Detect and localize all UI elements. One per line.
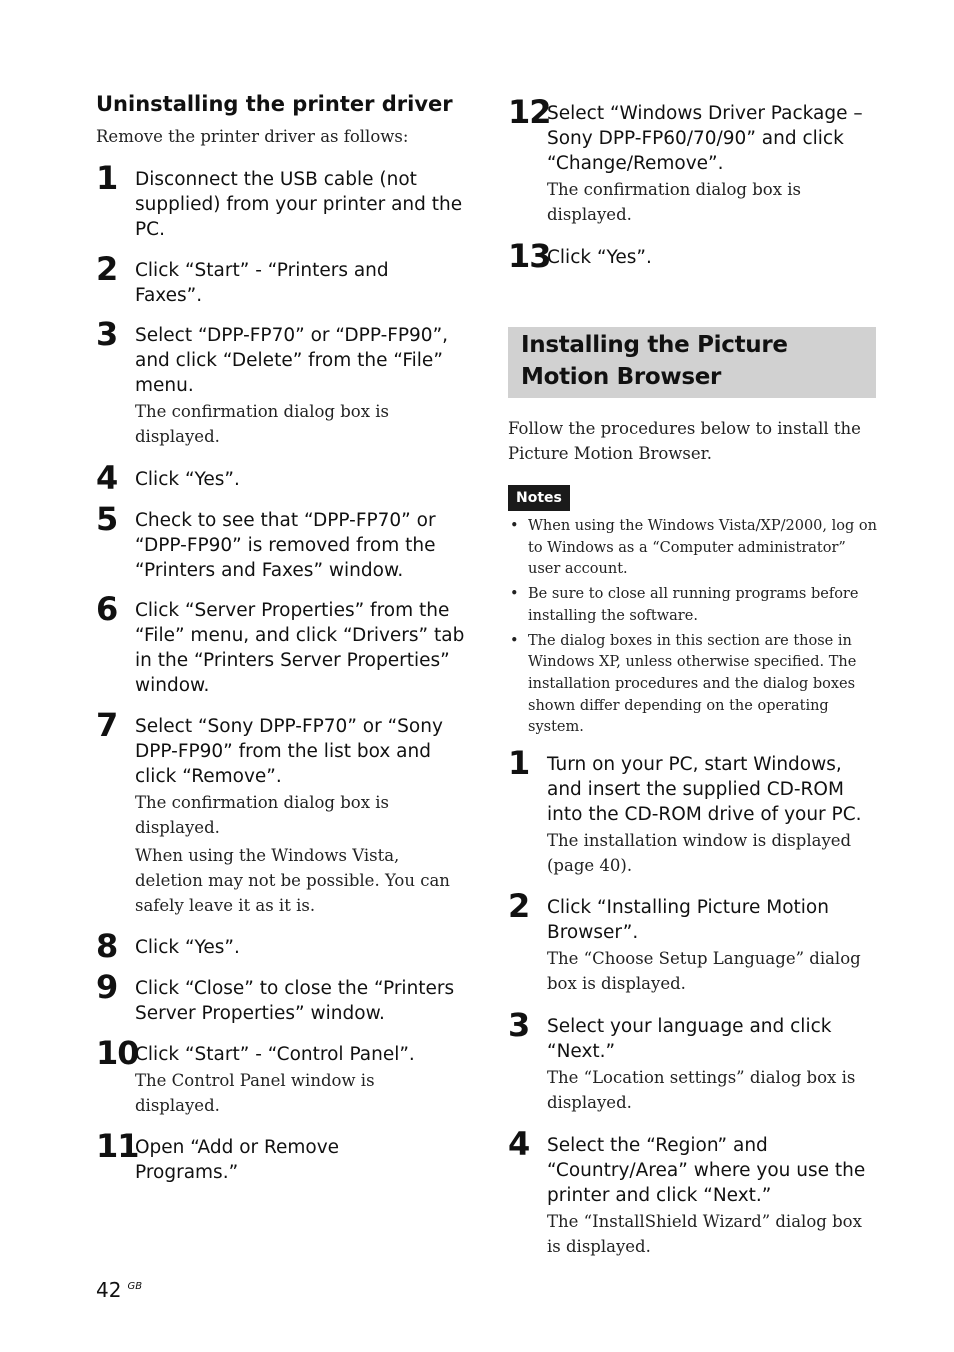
step-number: 5 [96, 500, 118, 538]
step-instruction: Click “Installing Picture Motion Browser”. [547, 897, 829, 943]
step-number: 12 [508, 93, 551, 131]
step-number: 1 [96, 159, 118, 197]
step-number: 9 [96, 968, 118, 1006]
region-code: GB [127, 1281, 143, 1292]
note-item: • Be sure to close all running programs before installing the software. [510, 586, 859, 624]
step-instruction: Turn on your PC, start Windows, and insert the supplied CD-ROM into the CD-ROM drive of your PC. [547, 754, 862, 825]
step-note: The confirmation dialog box is displayed. [547, 180, 802, 224]
step-instruction: Select “Windows Driver Package – Sony DPP-FP60/70/90” and click “Change/Remove”. [547, 103, 863, 174]
notes-label: Notes [508, 485, 570, 511]
step-instruction: Click “Close” to close the “Printers Server Properties” window. [135, 978, 455, 1024]
step-instruction: Click “Start” - “Control Panel”. [135, 1044, 415, 1065]
step-number: 2 [96, 250, 118, 288]
step-number: 6 [96, 590, 118, 628]
step-number: 13 [508, 237, 551, 275]
step-note: The “InstallShield Wizard” dialog box is displayed. [547, 1212, 862, 1256]
step-instruction: Click “Server Properties” from the “File” menu, and click “Drivers” tab in the “Printers Server Properties” window. [135, 600, 465, 696]
step-number: 4 [96, 459, 118, 497]
step-number: 1 [508, 744, 530, 782]
bullet-icon: • [510, 518, 519, 534]
step-instruction: Click “Start” - “Printers and Faxes”. [135, 260, 389, 306]
step-number: 10 [96, 1034, 139, 1072]
step-number: 2 [508, 887, 530, 925]
step-instruction: Disconnect the USB cable (not supplied) from your printer and the PC. [135, 169, 463, 240]
step-instruction: Select “DPP-FP70” or “DPP-FP90”, and click “Delete” from the “File” menu. [135, 325, 449, 396]
step-note: The “Location settings” dialog box is displayed. [547, 1068, 856, 1112]
step-note: The installation window is displayed (page 40). [547, 831, 852, 875]
note-item: • When using the Windows Vista/XP/2000, log on to Windows as a “Computer administrator” user account. [510, 518, 877, 578]
step-number: 8 [96, 927, 118, 965]
step-number: 3 [96, 315, 118, 353]
step-note: The confirmation dialog box is displayed. [135, 793, 390, 837]
step-instruction: Check to see that “DPP-FP70” or “DPP-FP90” is removed from the “Printers and Faxes” window. [135, 510, 436, 581]
step-note: The Control Panel window is displayed. [135, 1071, 375, 1115]
page-number: 42 $^{GB}$ [96, 1278, 143, 1302]
step-instruction: Open “Add or Remove Programs.” [135, 1137, 340, 1183]
step-number: 3 [508, 1006, 530, 1044]
step-note: The confirmation dialog box is displayed. [135, 402, 390, 446]
step-instruction: Click “Yes”. [135, 469, 240, 490]
step-instruction: Select the “Region” and “Country/Area” where you use the printer and click “Next.” [547, 1135, 866, 1206]
section-heading: Installing the Picture Motion Browser [521, 332, 788, 390]
step-instruction: Select your language and click “Next.” [547, 1016, 832, 1062]
bullet-icon: • [510, 632, 519, 649]
left-intro: Remove the printer driver as follows: [96, 127, 409, 146]
note-item: • The dialog boxes in this section are those in Windows XP, unless otherwise specified. The installation procedures and the dialog boxes shown differ depending on the operating system. [510, 632, 857, 736]
step-instruction: Select “Sony DPP-FP70” or “Sony DPP-FP90” from the list box and click “Remove”. [135, 716, 443, 787]
notes-list [508, 516, 878, 742]
right-intro: Follow the procedures below to install the Picture Motion Browser. [508, 419, 861, 463]
step-note: When using the Windows Vista, deletion may not be possible. You can safely leave it as it is. [135, 846, 450, 915]
step-instruction: Click “Yes”. [547, 247, 652, 268]
section-title: Uninstalling the printer driver [96, 92, 453, 116]
section-heading-box [508, 327, 876, 398]
bullet-icon: • [510, 586, 519, 603]
step-instruction: Click “Yes”. [135, 937, 240, 958]
step-number: 7 [96, 706, 118, 744]
step-note: The “Choose Setup Language” dialog box is displayed. [547, 949, 861, 993]
step-number: 4 [508, 1125, 530, 1163]
step-number: 11 [96, 1127, 139, 1165]
